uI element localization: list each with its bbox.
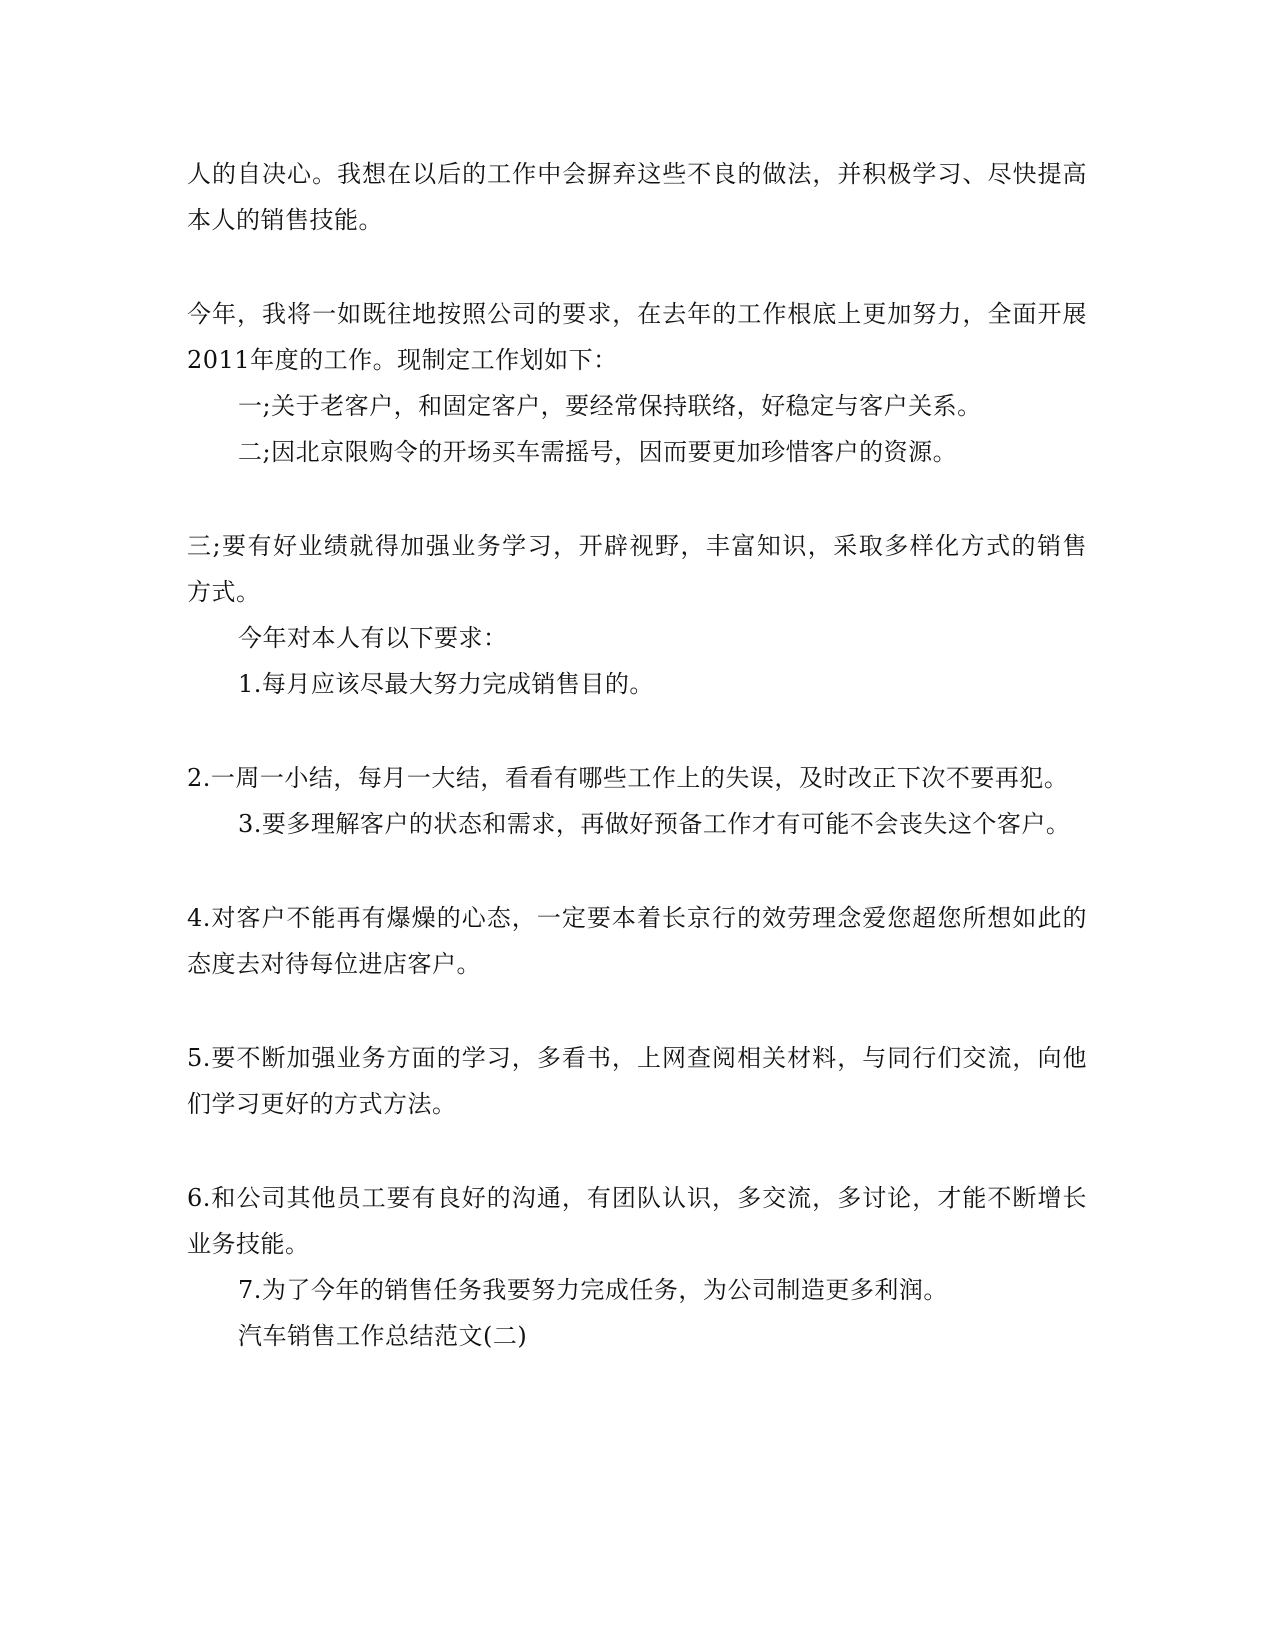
requirement-4: 4.对客户不能再有爆燥的心态，一定要本着长京行的效劳理念爱您超您所想如此的	[187, 904, 1087, 932]
text-line-1: 人的自决心。我想在以后的工作中会摒弃这些不良的做法，并积极学习、尽快提高	[187, 160, 1087, 188]
requirement-3: 3.要多理解客户的状态和需求，再做好预备工作才有可能不会丧失这个客户。	[238, 810, 1071, 838]
requirement-5: 5.要不断加强业务方面的学习，多看书，上网查阅相关材料，与同行们交流，向他	[187, 1044, 1087, 1072]
requirement-7: 7.为了今年的销售任务我要努力完成任务，为公司制造更多利润。	[238, 1276, 948, 1304]
requirement-1: 1.每月应该尽最大努力完成销售目的。	[238, 670, 654, 698]
text-line-4: 2011年度的工作。现制定工作划如下：	[187, 346, 618, 374]
text-line-2: 本人的销售技能。	[187, 206, 383, 234]
list-item-1: 一;关于老客户，和固定客户，要经常保持联络，好稳定与客户关系。	[238, 392, 982, 420]
requirement-6: 6.和公司其他员工要有良好的沟通，有团队认识，多交流，多讨论，才能不断增长	[187, 1184, 1087, 1212]
text-line-3: 今年，我将一如既往地按照公司的要求，在去年的工作根底上更加努力，全面开展	[187, 300, 1087, 328]
list-item-3: 三;要有好业绩就得加强业务学习，开辟视野，丰富知识，采取多样化方式的销售	[187, 532, 1087, 560]
requirement-2: 2.一周一小结，每月一大结，看看有哪些工作上的失误，及时改正下次不要再犯。	[187, 764, 1069, 792]
section-title: 汽车销售工作总结范文(二)	[238, 1322, 528, 1350]
list-item-3-continued: 方式。	[187, 578, 261, 606]
requirement-5-continued: 们学习更好的方式方法。	[187, 1090, 457, 1118]
requirement-6-continued: 业务技能。	[187, 1230, 310, 1258]
requirement-4-continued: 态度去对待每位进店客户。	[187, 950, 481, 978]
requirements-heading: 今年对本人有以下要求：	[238, 624, 508, 652]
list-item-2: 二;因北京限购令的开场买车需摇号，因而要更加珍惜客户的资源。	[238, 438, 958, 466]
